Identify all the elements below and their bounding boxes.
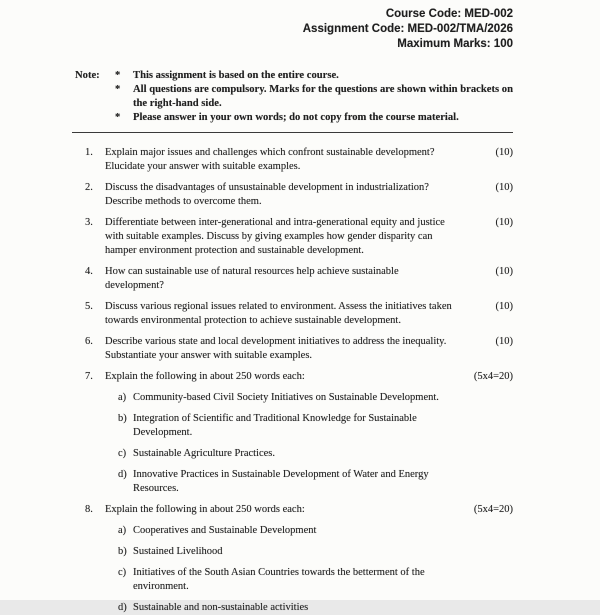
question-marks: (10) xyxy=(495,301,513,312)
question-text: Describe various state and local development initiatives to address the inequality. Substantiate your answer with suitable examples. xyxy=(105,336,447,361)
note-text: All questions are compulsory. Marks for the questions are shown within brackets on the right-hand side. xyxy=(133,84,513,109)
question-number: 4. xyxy=(85,266,93,277)
maximum-marks-line: Maximum Marks: 100 xyxy=(397,38,513,50)
note-block xyxy=(72,69,513,133)
subquestion-label: c) xyxy=(118,448,127,459)
asterisk-bullet: * xyxy=(115,112,121,123)
subquestion-text: Initiatives of the South Asian Countries towards the betterment of the environment. xyxy=(133,567,425,592)
question-number: 6. xyxy=(85,336,93,347)
assignment-code-line: Assignment Code: MED-002/TMA/2026 xyxy=(302,23,513,35)
question-text: Differentiate between inter-generational and intra-generational equity and justice with suitable examples. Discuss by giving examples how gender disparity can hamper environment protection and sustainable development. xyxy=(105,217,445,256)
question-body xyxy=(105,503,455,615)
question-marks: (5x4=20) xyxy=(473,504,513,515)
question-number: 3. xyxy=(85,217,93,228)
subquestion-row xyxy=(105,601,455,615)
note-label: Note: xyxy=(75,70,100,81)
subquestion-text: Sustainable and non-sustainable activities xyxy=(133,602,309,613)
subquestion-row xyxy=(105,545,455,559)
question-row xyxy=(85,146,513,174)
subquestion-label: a) xyxy=(118,525,127,536)
subquestion-label: d) xyxy=(118,469,127,480)
question-number: 7. xyxy=(85,371,93,382)
question-row xyxy=(85,300,513,328)
question-text: How can sustainable use of natural resources help achieve sustainable development? xyxy=(105,266,399,291)
note-item xyxy=(75,69,513,83)
subquestion-label: b) xyxy=(118,413,127,424)
question-marks: (10) xyxy=(495,182,513,193)
asterisk-bullet: * xyxy=(115,84,121,95)
subquestion-row xyxy=(105,391,455,405)
question-subitems xyxy=(105,391,455,496)
subquestion-row xyxy=(105,468,455,496)
note-item xyxy=(75,111,513,125)
subquestion-label: b) xyxy=(118,546,127,557)
question-marks: (10) xyxy=(495,266,513,277)
question-marks: (10) xyxy=(495,336,513,347)
subquestion-row xyxy=(105,566,455,594)
note-label-spacer xyxy=(75,111,115,125)
question-subitems xyxy=(105,524,455,615)
subquestion-text: Sustained Livelihood xyxy=(133,546,223,557)
note-text: This assignment is based on the entire course. xyxy=(133,70,339,81)
question-number: 2. xyxy=(85,182,93,193)
asterisk-bullet: * xyxy=(115,70,121,81)
question-row xyxy=(85,181,513,209)
subquestion-label: a) xyxy=(118,392,127,403)
question-body xyxy=(105,300,455,328)
document-header xyxy=(0,0,600,52)
question-marks: (5x4=20) xyxy=(473,371,513,382)
question-row xyxy=(85,335,513,363)
question-number: 8. xyxy=(85,504,93,515)
question-text: Discuss various regional issues related to environment. Assess the initiatives taken towards environmental protection to achieve sustainable development. xyxy=(105,301,452,326)
question-body xyxy=(105,370,455,496)
question-text: Explain the following in about 250 words each: xyxy=(105,504,305,515)
question-row xyxy=(85,503,513,615)
question-number: 1. xyxy=(85,147,93,158)
subquestion-text: Innovative Practices in Sustainable Development of Water and Energy Resources. xyxy=(133,469,429,494)
subquestion-row xyxy=(105,524,455,538)
question-body xyxy=(105,216,455,258)
question-number: 5. xyxy=(85,301,93,312)
subquestion-row xyxy=(105,412,455,440)
question-body xyxy=(105,265,455,293)
question-body xyxy=(105,181,455,209)
question-text: Discuss the disadvantages of unsustainable development in industrialization? Describe methods to overcome them. xyxy=(105,182,429,207)
course-code-line: Course Code: MED-002 xyxy=(385,8,513,20)
question-row xyxy=(85,216,513,258)
subquestion-text: Integration of Scientific and Traditional Knowledge for Sustainable Development. xyxy=(133,413,417,438)
subquestion-text: Sustainable Agriculture Practices. xyxy=(133,448,276,459)
question-row xyxy=(85,370,513,496)
question-marks: (10) xyxy=(495,217,513,228)
question-body xyxy=(105,335,455,363)
subquestion-text: Cooperatives and Sustainable Development xyxy=(133,525,317,536)
subquestion-label: d) xyxy=(118,602,127,613)
question-marks: (10) xyxy=(495,147,513,158)
question-text: Explain major issues and challenges which confront sustainable development? Elucidate your answer with suitable examples. xyxy=(105,147,435,172)
note-item xyxy=(75,83,513,111)
question-list xyxy=(0,146,600,615)
question-body xyxy=(105,146,455,174)
subquestion-row xyxy=(105,447,455,461)
note-text: Please answer in your own words; do not copy from the course material. xyxy=(133,112,459,123)
subquestion-label: c) xyxy=(118,567,127,578)
question-text: Explain the following in about 250 words each: xyxy=(105,371,305,382)
question-row xyxy=(85,265,513,293)
note-label-spacer xyxy=(75,83,115,111)
subquestion-text: Community-based Civil Society Initiatives on Sustainable Development. xyxy=(133,392,439,403)
